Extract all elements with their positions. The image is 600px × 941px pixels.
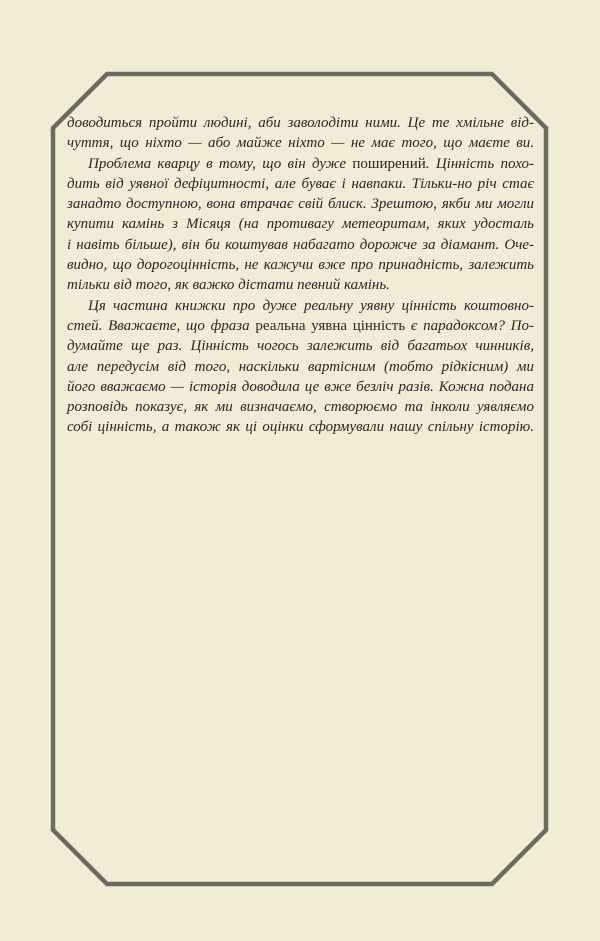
roman-text-segment: реальна уявна цінність (255, 317, 406, 334)
text-line: собі цінність, а також як ці оцінки сформували нашу спільну історію. (67, 419, 534, 436)
text-line: і навіть більше), він би коштував набагато дорожче за діамант. Оче- (67, 236, 534, 253)
text-line: занадто доступною, вона втрачає свій блиск. Зрештою, якби ми могли (67, 196, 534, 213)
text-line: тільки від того, як важко дістати певний камінь. (67, 277, 390, 294)
text-segment: Проблема кварцу в тому, що він дуже (88, 155, 353, 172)
roman-text-segment: поширений (352, 155, 426, 172)
text-line: розповідь показує, як ми визначаємо, створюємо та інколи уявляємо (67, 399, 534, 416)
text-line (67, 154, 534, 174)
text-segment: стей. Вважаєте, що фраза (67, 317, 256, 334)
text-segment: . Цінність похо- (425, 155, 534, 172)
body-text (67, 113, 534, 438)
text-line: доводиться пройти людині, аби заволодіти ними. Це те хмільне від- (67, 115, 534, 131)
text-line: дить від уявної дефіцитності, але буває і навпаки. Тільки-но річ стає (67, 175, 534, 192)
text-line: чуття, що ніхто — або майже ніхто — не має того, що маєте ви. (67, 135, 534, 152)
text-line: видно, що дорогоцінність, не кажучи вже про принадність, залежить (67, 257, 534, 274)
text-line (67, 316, 534, 336)
text-line: думайте ще раз. Цінність чогось залежить від багатьох чинників, (67, 338, 534, 355)
text-line: але передусім від того, наскільки вартісним (тобто рідкісним) ми (67, 358, 534, 375)
text-segment: є парадоксом? По- (405, 317, 535, 334)
text-line: його вважаємо — історія доводила це вже безліч разів. Кожна подана (67, 378, 534, 395)
text-line: купити камінь з Місяця (на противагу метеоритам, яких удосталь (67, 216, 534, 233)
text-line: Ця частина книжки про дуже реальну уявну цінність коштовно- (88, 297, 534, 314)
